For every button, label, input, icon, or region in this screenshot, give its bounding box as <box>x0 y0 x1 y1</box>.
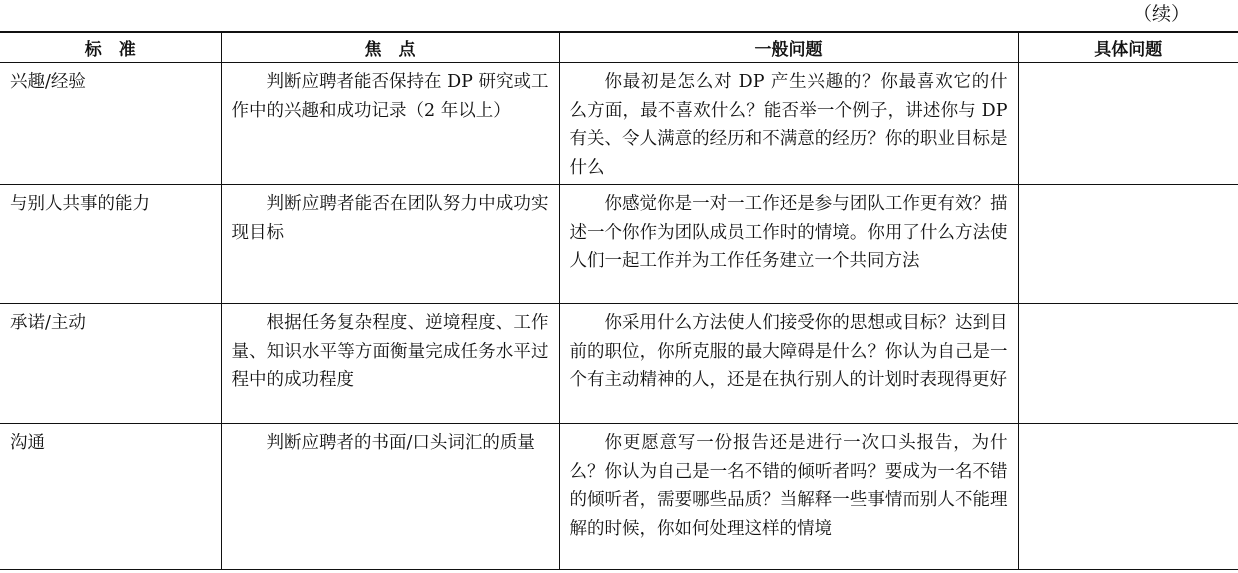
continued-label: （续） <box>1132 3 1190 25</box>
criterion-cell: 兴趣/经验 <box>0 63 221 185</box>
criterion-cell: 沟通 <box>0 424 221 570</box>
criterion-cell: 承诺/主动 <box>0 304 221 424</box>
focus-cell: 根据任务复杂程度、逆境程度、工作量、知识水平等方面衡量完成任务水平过程中的成功程度 <box>221 304 559 424</box>
table-row <box>0 304 1238 424</box>
focus-cell: 判断应聘者能否在团队努力中成功实现目标 <box>221 185 559 304</box>
specific-questions-cell <box>1018 424 1238 570</box>
header-general-questions: 一般问题 <box>559 32 1018 63</box>
table-row <box>0 185 1238 304</box>
specific-questions-cell <box>1018 304 1238 424</box>
specific-questions-cell <box>1018 63 1238 185</box>
focus-cell: 判断应聘者能否保持在 DP 研究或工作中的兴趣和成功记录（2 年以上） <box>221 63 559 185</box>
general-questions-cell: 你更愿意写一份报告还是进行一次口头报告，为什么？你认为自己是一名不错的倾听者吗？要成为一名不错的倾听者，需要哪些品质？当解释一些事情而别人不能理解的时候，你如何处理这样的情境 <box>559 424 1018 570</box>
header-focus: 焦 点 <box>221 32 559 63</box>
interview-criteria-table <box>0 31 1238 570</box>
header-criterion: 标 准 <box>0 32 221 63</box>
table-header-row <box>0 32 1238 63</box>
general-questions-cell: 你感觉你是一对一工作还是参与团队工作更有效？描述一个你作为团队成员工作时的情境。你用了什么方法使人们一起工作并为工作任务建立一个共同方法 <box>559 185 1018 304</box>
header-specific-questions: 具体问题 <box>1018 32 1238 63</box>
general-questions-cell: 你采用什么方法使人们接受你的思想或目标？达到目前的职位，你所克服的最大障碍是什么？你认为自己是一个有主动精神的人，还是在执行别人的计划时表现得更好 <box>559 304 1018 424</box>
criterion-cell: 与别人共事的能力 <box>0 185 221 304</box>
table-row <box>0 424 1238 570</box>
specific-questions-cell <box>1018 185 1238 304</box>
general-questions-cell: 你最初是怎么对 DP 产生兴趣的？你最喜欢它的什么方面，最不喜欢什么？能否举一个例子，讲述你与 DP 有关、令人满意的经历和不满意的经历？你的职业目标是什么 <box>559 63 1018 185</box>
focus-cell: 判断应聘者的书面/口头词汇的质量 <box>221 424 559 570</box>
table-row <box>0 63 1238 185</box>
